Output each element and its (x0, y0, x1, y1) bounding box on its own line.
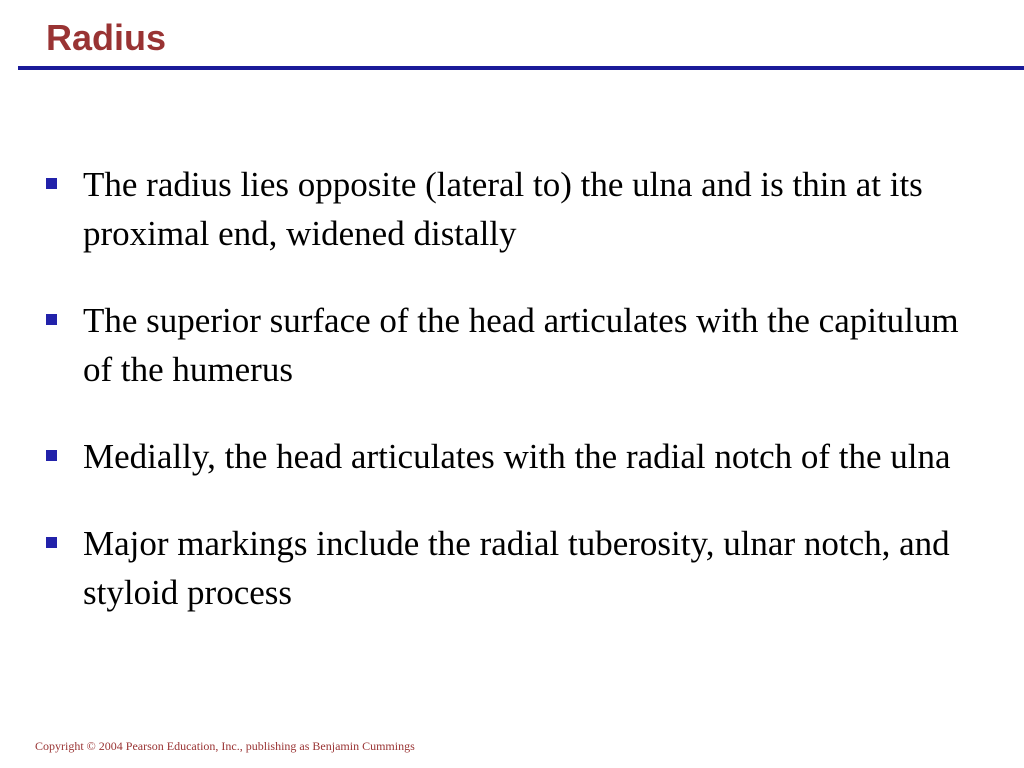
square-bullet-icon (46, 178, 57, 189)
slide-title: Radius (46, 17, 167, 58)
copyright-footer: Copyright © 2004 Pearson Education, Inc., publishing as Benjamin Cummings (35, 739, 415, 753)
square-bullet-icon (46, 537, 57, 548)
bullet-list (46, 160, 986, 655)
bullet-text: Medially, the head articulates with the radial notch of the ulna (83, 437, 951, 476)
title-divider (18, 66, 1024, 70)
square-bullet-icon (46, 450, 57, 461)
bullet-text: Major markings include the radial tuberosity, ulnar notch, and styloid process (83, 524, 950, 612)
bullet-item (46, 160, 986, 258)
bullet-item (46, 296, 986, 394)
bullet-item (46, 432, 986, 481)
square-bullet-icon (46, 314, 57, 325)
bullet-item (46, 519, 986, 617)
bullet-text: The radius lies opposite (lateral to) the ulna and is thin at its proximal end, widened distally (83, 165, 923, 253)
bullet-text: The superior surface of the head articulates with the capitulum of the humerus (83, 301, 959, 389)
